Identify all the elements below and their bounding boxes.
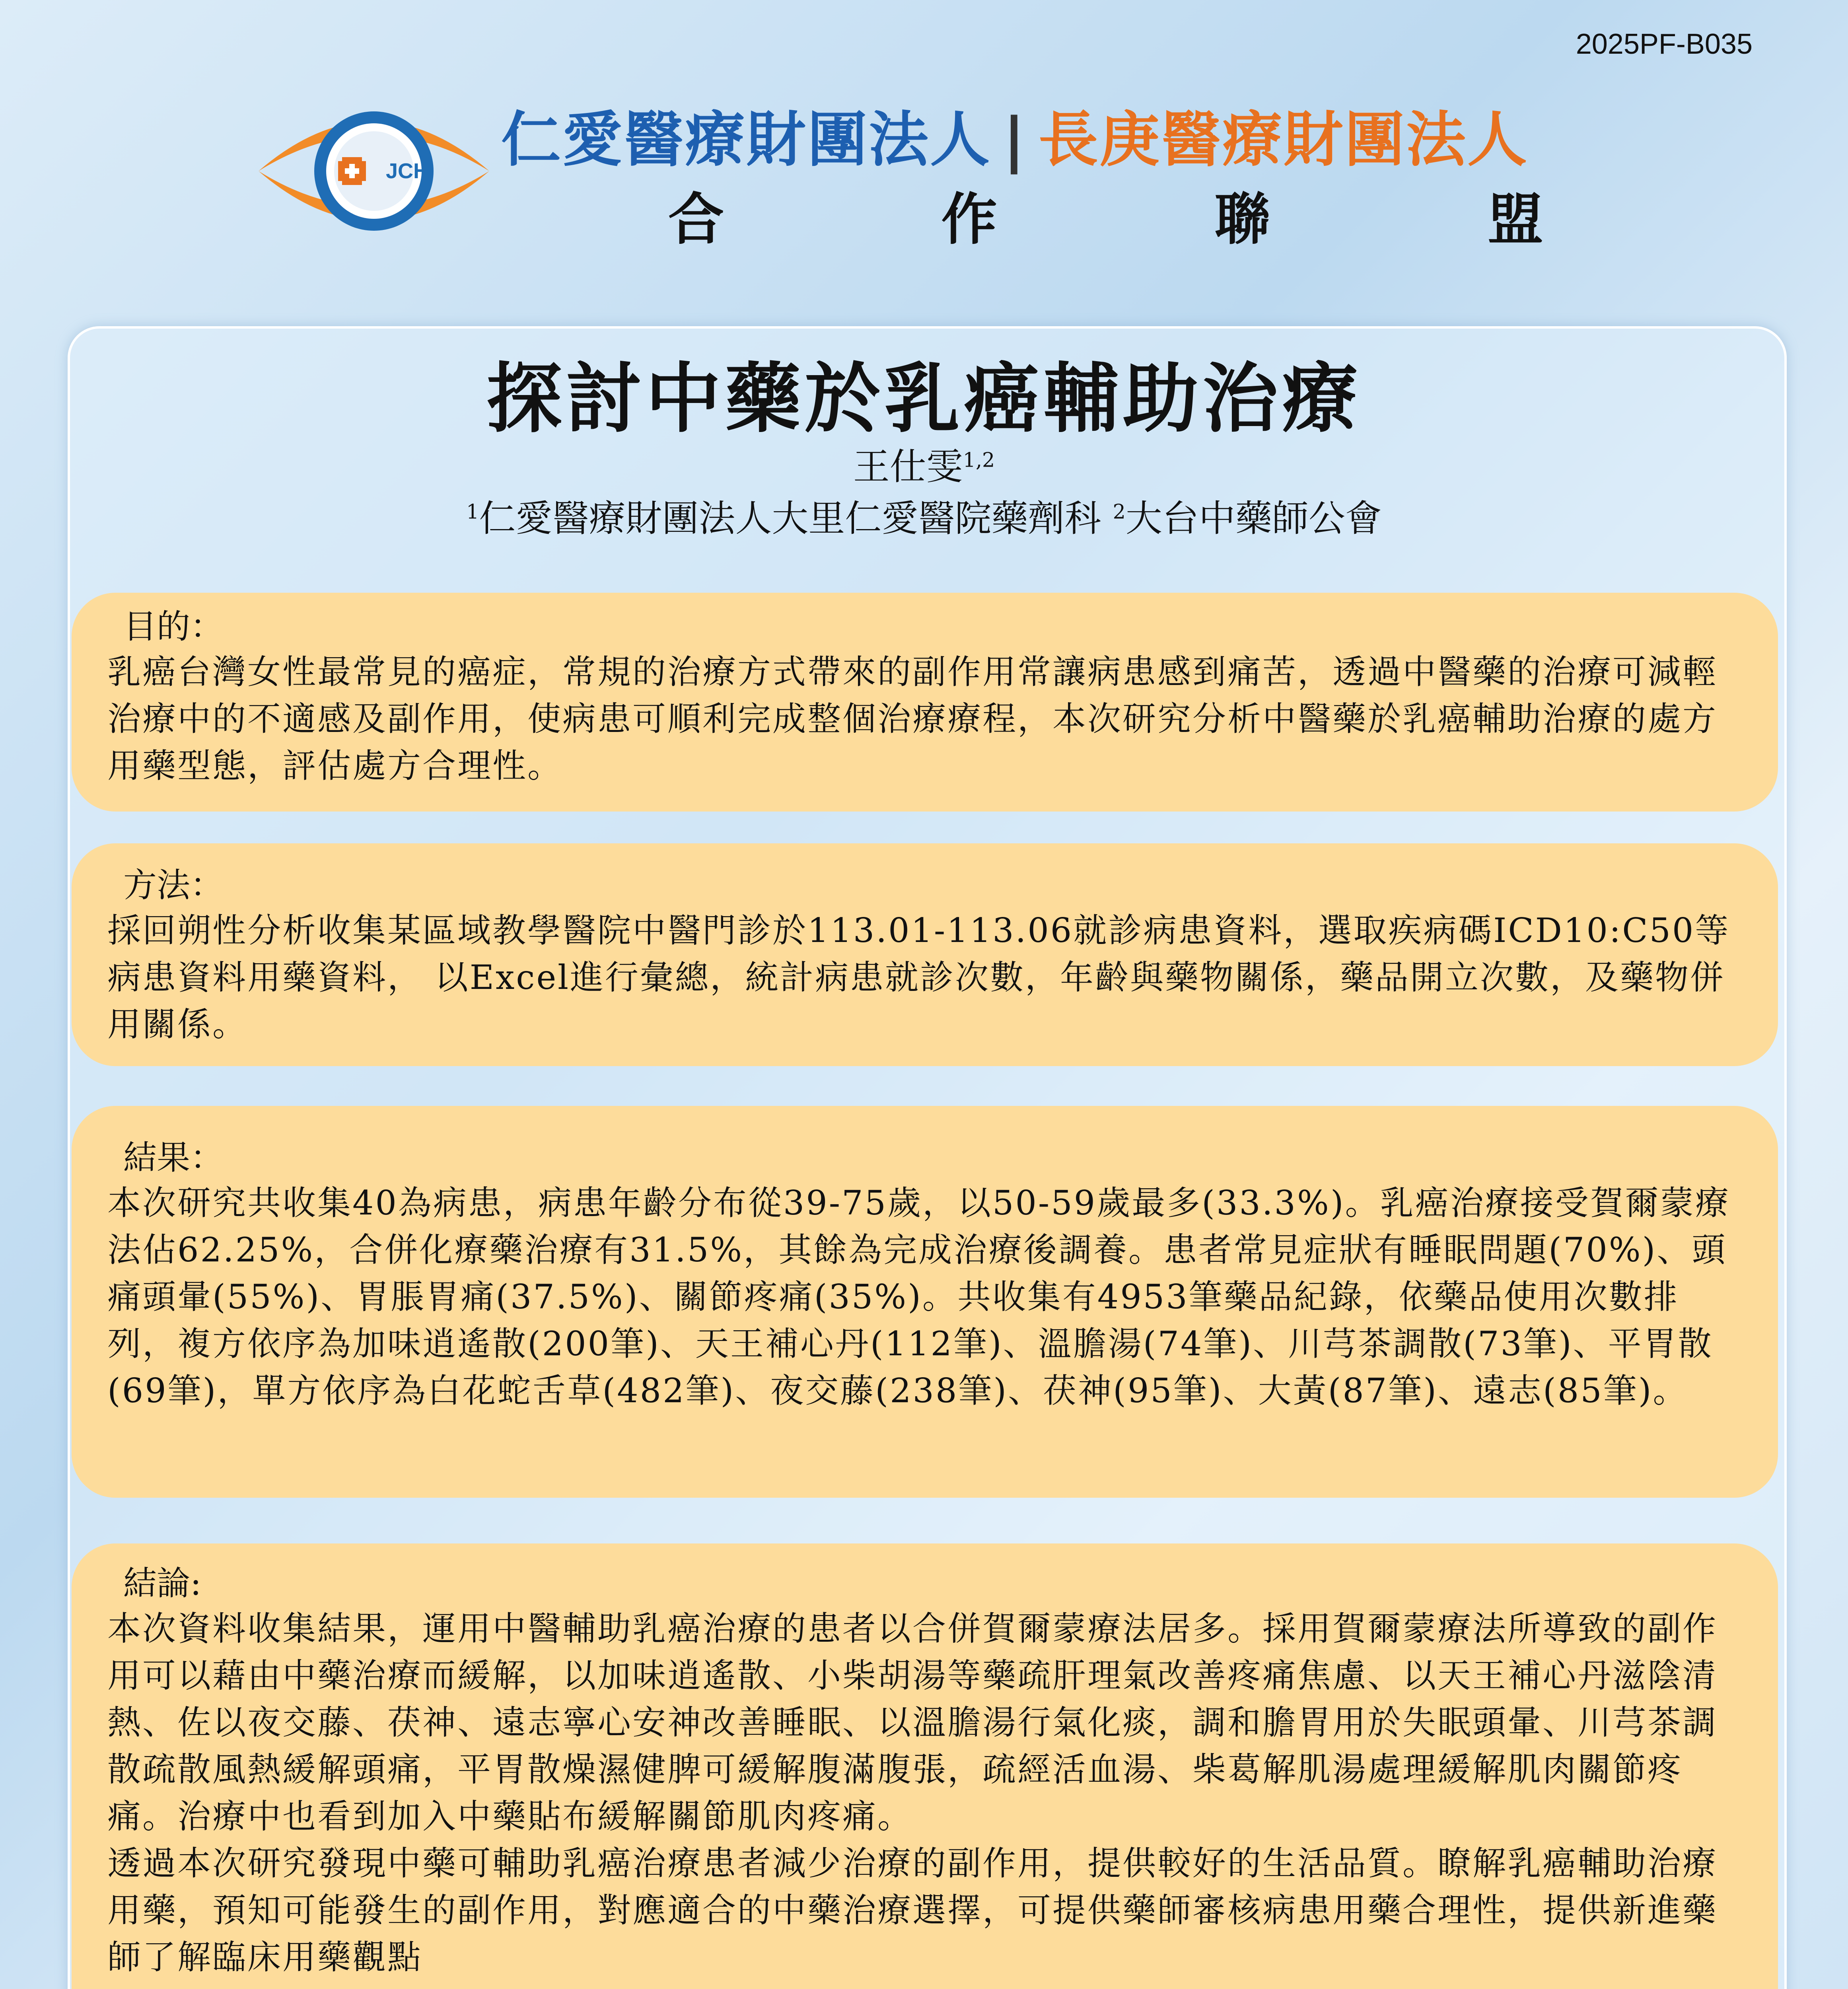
conclusion-heading: 結論: (123, 1564, 202, 1603)
purpose-section (72, 593, 1778, 812)
affil-sup-2: 2 (1113, 500, 1126, 524)
alliance-logo (247, 88, 501, 247)
affil-sup-1: 1 (466, 500, 479, 524)
alliance-char: 作 (941, 187, 997, 252)
author-name: 王仕雯 (853, 446, 963, 488)
org-separator: | (1003, 105, 1027, 175)
conclusion-body-1: 本次資料收集結果，運用中醫輔助乳癌治療的患者以合併賀爾蒙療法居多。採用賀爾蒙療法所導致的副作用可以藉由中藥治療而緩解，以加味逍遙散、小柴胡湯等藥疏肝理氣改善疼痛焦慮、以天王補心丹滋陰清熱、佐以夜交藤、茯神、遠志寧心安神改善睡眠、以溫膽湯行氣化痰，調和膽胃用於失眠頭暈、川芎茶調散疏散風熱緩解頭痛，平胃散燥濕健脾可緩解腹滿腹張，疏經活血湯、柴葛解肌湯處理緩解肌肉關節疼痛。治療中也看到加入中藥貼布緩解關節肌肉疼痛。 (107, 1609, 1718, 1836)
affiliation (0, 489, 1848, 542)
purpose-heading: 目的： (123, 607, 224, 646)
org-left: 仁愛醫療財團法人 (501, 105, 992, 175)
alliance-char: 合 (668, 187, 724, 252)
org-right: 長庚醫療財團法人 (1038, 105, 1529, 175)
author-sup: 1,2 (963, 448, 995, 472)
methods-heading: 方法： (123, 866, 224, 905)
affil-text-1: 仁愛醫療財團法人大里仁愛醫院藥劑科 (479, 497, 1101, 540)
logo-text: JCH (386, 159, 429, 183)
poster-code: 2025PF-B035 (1576, 28, 1753, 60)
conclusion-section (72, 1543, 1778, 1989)
organizations (501, 91, 1529, 177)
affil-text-2: 大台中藥師公會 (1125, 497, 1382, 540)
conclusion-body-2: 透過本次研究發現中藥可輔助乳癌治療患者減少治療的副作用，提供較好的生活品質。瞭解乳癌輔助治療用藥，預知可能發生的副作用，對應適合的中藥治療選擇，可提供藥師審核病患用藥合理性，提供新進藥師了解臨床用藥觀點 (107, 1844, 1718, 1977)
alliance-char: 盟 (1487, 187, 1543, 252)
alliance-char: 聯 (1214, 187, 1270, 252)
results-body: 本次研究共收集40為病患，病患年齡分布從39-75歲，以50-59歲最多(33.3%)。乳癌治療接受賀爾蒙療法佔62.25%，合併化療藥治療有31.5%，其餘為完成治療後調養。患者常見症狀有睡眠問題(70%)、頭痛頭暈(55%)、胃脹胃痛(37.5%)、關節疼痛(35%)。共收集有4953筆藥品紀錄，依藥品使用次數排列，複方依序為加味逍遙散(200筆)、天王補心丹(112筆)、溫膽湯(74筆)、川芎茶調散(73筆)、平胃散(69筆)，單方依序為白花蛇舌草(482筆)、夜交藤(238筆)、茯神(95筆)、大黃(87筆)、遠志(85筆)。 (107, 1183, 1730, 1410)
methods-section (72, 843, 1778, 1066)
results-section (72, 1106, 1778, 1498)
author (0, 438, 1848, 490)
header (247, 80, 1639, 263)
results-heading: 結果： (123, 1138, 224, 1177)
methods-body: 採回朔性分析收集某區域教學醫院中醫門診於113.01-113.06就診病患資料，選取疾病碼ICD10:C50等病患資料用藥資料， 以Excel進行彙總，統計病患就診次數，年齡與藥物關係，藥品開立次數，及藥物併用關係。 (107, 911, 1730, 1044)
poster-title: 探討中藥於乳癌輔助治療 (486, 354, 1362, 443)
alliance-label (668, 175, 1543, 255)
purpose-body: 乳癌台灣女性最常見的癌症，常規的治療方式帶來的副作用常讓病患感到痛苦，透過中醫藥的治療可減輕治療中的不適感及副作用，使病患可順利完成整個治療療程，本次研究分析中醫藥於乳癌輔助治療的處方用藥型態，評估處方合理性。 (107, 652, 1718, 785)
